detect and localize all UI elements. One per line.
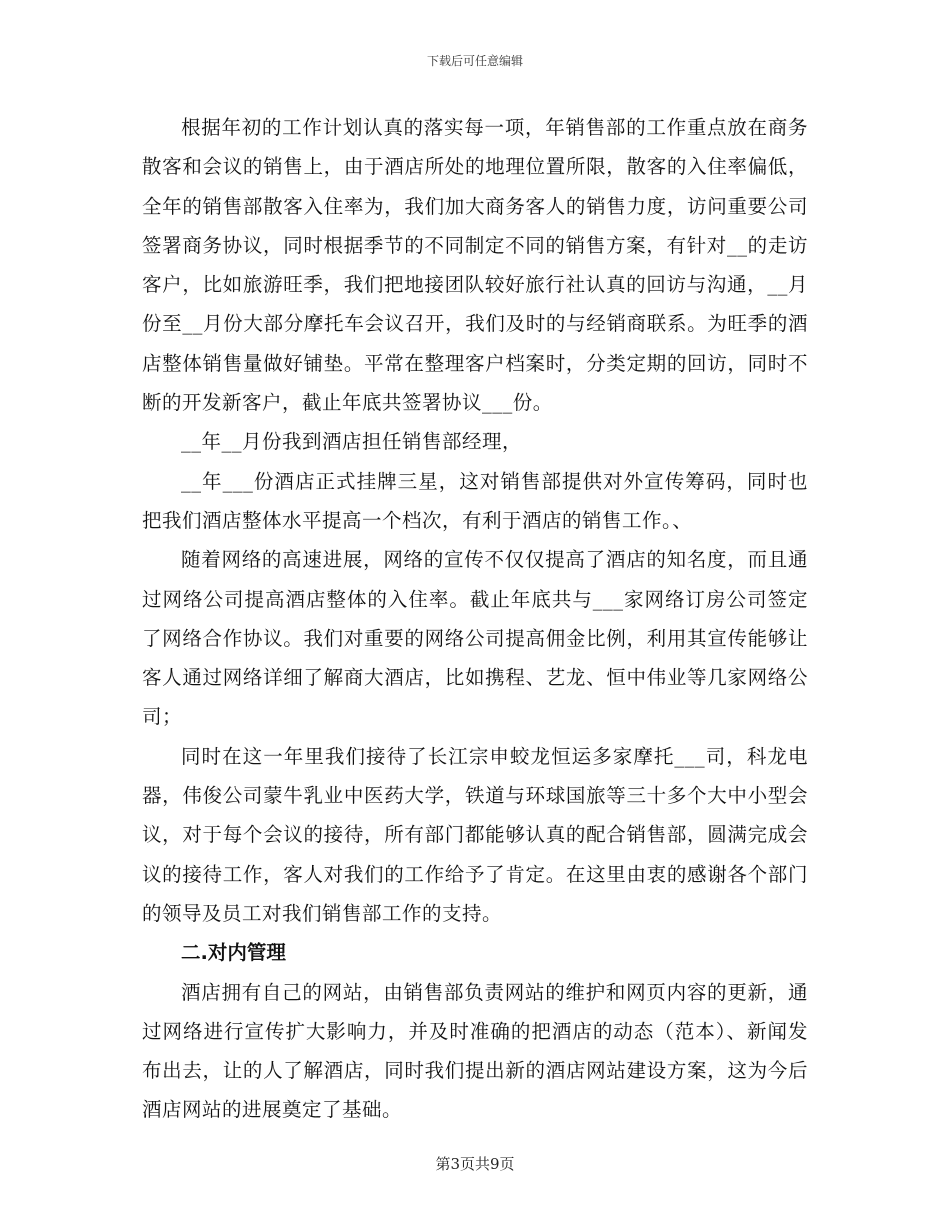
paragraph-conferences: 同时在这一年里我们接待了长江宗申蛟龙恒运多家摩托___司，科龙电器，伟俊公司蒙牛乳业中医药大学，铁道与环球国旅等三十多个大中小型会议，对于每个会议的接待，所有部门都能够认真的配合销售部，圆满完成会议的接待工作，客人对我们的工作给予了肯定。在这里由衷的感谢各个部门的领导及员工对我们销售部工作的支持。 [142,744,808,925]
paragraph-three-star: __年___份酒店正式挂牌三星，这对销售部提供对外宣传筹码，同时也把我们酒店整体水平提高一个档次，有利于酒店的销售工作。、 [142,469,808,532]
paragraph-manager-appointment: __年__月份我到酒店担任销售部经理， [181,430,523,454]
paragraph-online-promotion: 随着网络的高速进展，网络的宣传不仅仅提高了酒店的知名度，而且通过网络公司提高酒店整体的入住率。截止年底共与___家网络订房公司签定了网络合作协议。我们对重要的网络公司提高佣金比例，利用其宣传能够让客人通过网络详细了解商大酒店，比如携程、艺龙、恒中伟业等几家网络公司； [142,548,808,729]
page-number: 第3页共9页 [435,1155,515,1173]
paragraph-website: 酒店拥有自己的网站，由销售部负责网站的维护和网页内容的更新，通过网络进行宣传扩大影响力，并及时准确的把酒店的动态（范本）、新闻发布出去，让的人了解酒店，同时我们提出新的酒店网站建设方案，这为今后酒店网站的进展奠定了基础。 [142,980,808,1122]
page-header-note: 下载后可任意编辑 [426,54,523,68]
section-heading-internal-management: 二.对内管理 [181,941,286,965]
paragraph-sales-plan: 根据年初的工作计划认真的落实每一项，年销售部的工作重点放在商务散客和会议的销售上，由于酒店所处的地理位置所限，散客的入住率偏低，全年的销售部散客入住率为，我们加大商务客人的销售力度，访问重要公司签署商务协议，同时根据季节的不同制定不同的销售方案，有针对__的走访客户，比如旅游旺季，我们把地接团队较好旅行社认真的回访与沟通，__月份至__月份大部分摩托车会议召开，我们及时的与经销商联系。为旺季的酒店整体销售量做好铺垫。平常在整理客户档案时，分类定期的回访，同时不断的开发新客户，截止年底共签署协议___份。 [142,116,808,415]
document-body [142,108,808,1130]
